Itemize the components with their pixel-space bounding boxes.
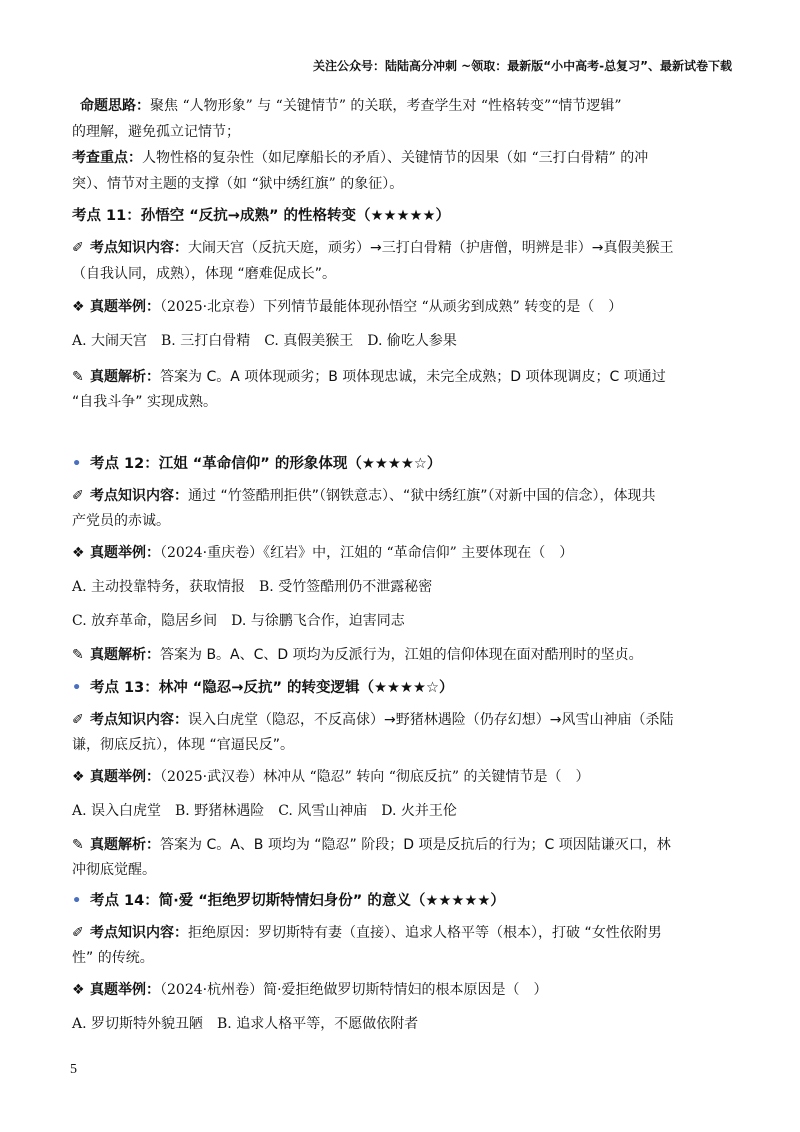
point-12-title: 考点 12：江姐 “革命信仰” 的形象体现（★★★★☆） (90, 456, 442, 472)
knowledge-text: 拒绝原因：罗切斯特有妻（直接）、追求人格平等（根本），打破 “女性依附男 (188, 925, 662, 941)
example-text: （2024·重庆卷）《红岩》中，江姐的 “革命信仰” 主要体现在（ ） (160, 545, 574, 561)
bullet-icon: • (72, 893, 82, 909)
point-12-analysis-1 (72, 643, 732, 667)
point-14-title-row (72, 889, 732, 913)
point-12-example (72, 541, 732, 565)
analysis-text: 答案为 C。A 项体现顽劣；B 项体现忠诚，未完全成熟；D 项体现调皮；C 项通过 (160, 369, 666, 385)
analysis-label: 真题解析： (90, 837, 160, 853)
point-12-options-1: A. 主动投靠特务，获取情报 B. 受竹签酷刑仍不泄露秘密 (72, 579, 433, 595)
example-text: （2025·北京卷）下列情节最能体现孙悟空 “从顽劣到成熟” 转变的是（ ） (160, 299, 623, 315)
focus-line-1 (72, 146, 732, 170)
point-14-knowledge-1 (72, 921, 732, 945)
example-label: 真题举例： (90, 769, 160, 785)
example-label: 真题举例： (90, 545, 160, 561)
focus-line-2: 突）、情节对主题的支撑（如 “狱中绣红旗” 的象征）。 (72, 176, 404, 192)
pencil-icon: ✐ (72, 712, 84, 728)
bullet-icon: • (72, 456, 82, 472)
diamond-icon: ❖ (72, 982, 85, 998)
thinking-text: 聚焦 “人物形象” 与 “关键情节” 的关联，考查学生对 “性格转变”“情节逻辑” (150, 98, 622, 114)
analysis-label: 真题解析： (90, 369, 160, 385)
point-11-title: 考点 11：孙悟空 “反抗→成熟” 的性格转变（★★★★★） (72, 208, 451, 224)
example-text: （2025·武汉卷）林冲从 “隐忍” 转向 “彻底反抗” 的关键情节是（ ） (160, 769, 590, 785)
point-11-knowledge-1 (72, 236, 732, 260)
focus-label: 考查重点： (72, 150, 142, 166)
analysis-label: 真题解析： (90, 647, 160, 663)
page-number: 5 (70, 1062, 77, 1077)
knowledge-text: 大闹天宫（反抗天庭，顽劣）→三打白骨精（护唐僧，明辨是非）→真假美猴王 (188, 240, 674, 256)
focus-text: 人物性格的复杂性（如尼摩船长的矛盾）、关键情节的因果（如 “三打白骨精” 的冲 (142, 150, 649, 166)
point-12-knowledge-2: 产党员的赤诚。 (72, 513, 170, 529)
point-13-title: 考点 13：林冲 “隐忍→反抗” 的转变逻辑（★★★★☆） (90, 680, 454, 696)
point-14-title: 考点 14：简·爱 “拒绝罗切斯特情妇身份” 的意义（★★★★★） (90, 893, 505, 909)
example-label: 真题举例： (90, 982, 160, 998)
point-13-options: A. 误入白虎堂 B. 野猪林遇险 C. 风雪山神庙 D. 火并王伦 (72, 803, 457, 819)
pencil-icon: ✎ (72, 369, 84, 385)
pencil-icon: ✐ (72, 240, 84, 256)
thinking-line-1 (80, 94, 740, 118)
point-13-title-row (72, 676, 732, 700)
example-label: 真题举例： (90, 299, 160, 315)
pencil-icon: ✎ (72, 647, 84, 663)
point-13-analysis-1 (72, 833, 732, 857)
diamond-icon: ❖ (72, 769, 85, 785)
knowledge-text: 误入白虎堂（隐忍，不反高俅）→野猪林遇险（仍存幻想）→风雪山神庙（杀陆 (188, 712, 674, 728)
knowledge-text: 通过 “竹签酷刑拒供”（钢铁意志）、“狱中绣红旗”（对新中国的信念），体现共 (188, 488, 656, 504)
point-13-example (72, 765, 732, 789)
knowledge-label: 考点知识内容： (90, 240, 188, 256)
point-13-knowledge-1 (72, 708, 732, 732)
point-13-knowledge-2: 谦，彻底反抗），体现 “官逼民反”。 (72, 737, 294, 753)
analysis-text: 答案为 C。A、B 项均为 “隐忍” 阶段；D 项是反抗后的行为；C 项因陆谦灭口，林 (160, 837, 671, 853)
thinking-line-2: 的理解，避免孤立记情节； (72, 124, 240, 140)
knowledge-label: 考点知识内容： (90, 712, 188, 728)
analysis-text: 答案为 B。A、C、D 项均为反派行为，江姐的信仰体现在面对酷刑时的坚贞。 (160, 647, 643, 663)
point-12-options-2: C. 放弃革命，隐居乡间 D. 与徐鹏飞合作，迫害同志 (72, 613, 405, 629)
pencil-icon: ✎ (72, 837, 84, 853)
header-note: 关注公众号：陆陆高分冲刺 ~领取：最新版“小中高考-总复习”、最新试卷下载 (313, 59, 732, 73)
point-12-knowledge-1 (72, 484, 732, 508)
example-text: （2024·杭州卷）简·爱拒绝做罗切斯特情妇的根本原因是（ ） (160, 982, 548, 998)
point-11-example (72, 295, 732, 319)
point-14-example (72, 978, 732, 1002)
point-11-options: A. 大闹天宫 B. 三打白骨精 C. 真假美猴王 D. 偷吃人参果 (72, 333, 457, 349)
point-12-title-row (72, 452, 732, 476)
thinking-label: 命题思路： (80, 98, 150, 114)
diamond-icon: ❖ (72, 299, 85, 315)
point-11-knowledge-2: （自我认同，成熟），体现 “磨难促成长”。 (72, 266, 336, 282)
point-11-analysis-1 (72, 365, 732, 389)
point-11-analysis-2: “自我斗争” 实现成熟。 (72, 394, 217, 410)
pencil-icon: ✐ (72, 488, 84, 504)
knowledge-label: 考点知识内容： (90, 488, 188, 504)
point-13-analysis-2: 冲彻底觉醒。 (72, 862, 156, 878)
pencil-icon: ✐ (72, 925, 84, 941)
knowledge-label: 考点知识内容： (90, 925, 188, 941)
bullet-icon: • (72, 680, 82, 696)
point-14-knowledge-2: 性” 的传统。 (72, 950, 154, 966)
diamond-icon: ❖ (72, 545, 85, 561)
point-14-options: A. 罗切斯特外貌丑陋 B. 追求人格平等，不愿做依附者 (72, 1016, 419, 1032)
